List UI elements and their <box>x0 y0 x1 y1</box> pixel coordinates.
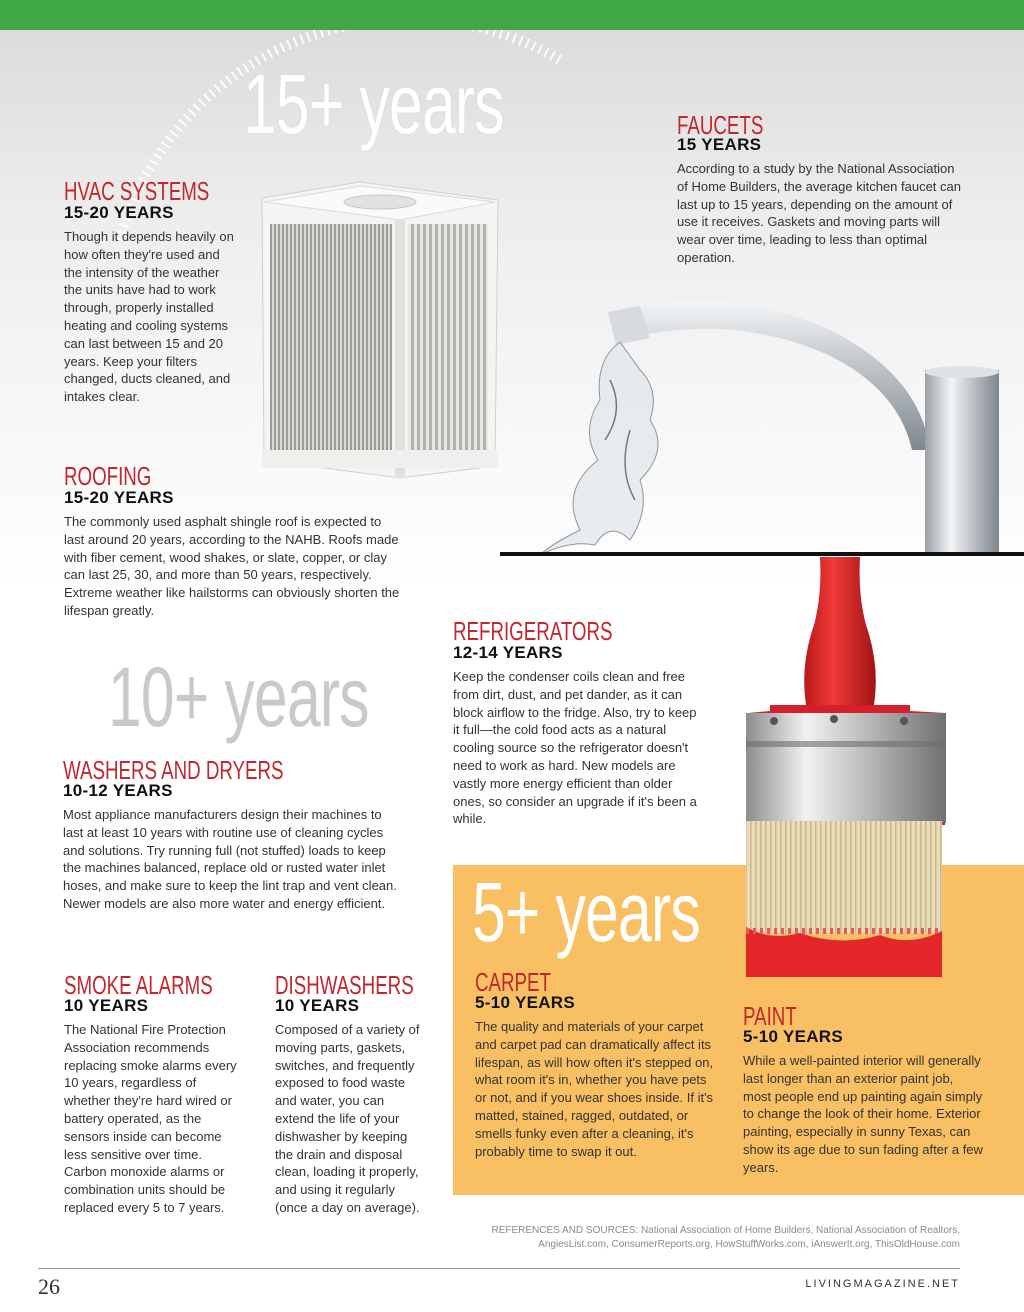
air-conditioner-image <box>240 180 510 480</box>
header-15-years: 15+ years <box>243 57 504 151</box>
washers-years: 10-12 YEARS <box>63 781 173 800</box>
paintbrush-image <box>740 555 950 985</box>
roofing-body: The commonly used asphalt shingle roof is expected to last around 20 years, according to the NAHB. Roofs made with fiber cement, wood shakes, or slate, copper, or clay can last 25, 30, and more than 50 years, respectively. Extreme weather like hailstorms can obviously shorten the lifespan greatly. <box>64 514 400 618</box>
washers-title: WASHERS AND DRYERS <box>63 755 284 785</box>
faucets-title: FAUCETS <box>677 110 764 140</box>
hvac-title: HVAC SYSTEMS <box>64 176 210 206</box>
header-5-years: 5+ years <box>472 865 700 959</box>
paint-body: While a well-painted interior will generally last longer than an exterior paint job, most people end up painting again simply to change the look of their home. Exterior painting, especially in sunny Texas, can show its age due to sun fading after a few years. <box>743 1053 983 1175</box>
header-10-years: 10+ years <box>108 650 369 744</box>
paint-title: PAINT <box>743 1001 797 1031</box>
dishwashers-title: DISHWASHERS <box>275 970 414 1000</box>
hvac-years: 15-20 YEARS <box>64 203 174 222</box>
carpet-title: CARPET <box>475 967 551 997</box>
smoke-years: 10 YEARS <box>64 996 149 1015</box>
site-name[interactable]: LIVINGMAGAZINE.NET <box>805 1278 960 1290</box>
top-accent-bar <box>0 0 1024 30</box>
dishwashers-years: 10 YEARS <box>275 996 360 1015</box>
carpet-body: The quality and materials of your carpet and carpet pad can dramatically affect its lifespan, as will how often it's stepped on, what room it's in, whether you have pets or not, and if you wear shoes inside. If it's matted, stained, ragged, outdated, or smells funky even after a cleaning, it's probably time to swap it out. <box>475 1019 714 1159</box>
refrigerators-title: REFRIGERATORS <box>453 616 613 646</box>
paint-years: 5-10 YEARS <box>743 1027 844 1046</box>
smoke-title: SMOKE ALARMS <box>64 970 213 1000</box>
page-number: 26 <box>38 1274 60 1299</box>
roofing-years: 15-20 YEARS <box>64 488 174 507</box>
faucet-image <box>500 290 1024 570</box>
refrigerators-body: Keep the condenser coils clean and free from dirt, dust, and pet dander, as it can block airflow to the fridge. Also, try to keep it full—the cold food acts as a natural cooling source so the refrigerator doesn't need to work as hard. New models are vastly more energy efficient than older ones, so consider an upgrade if it's been a while. <box>453 669 697 827</box>
faucets-years: 15 YEARS <box>677 135 762 154</box>
refrigerators-years: 12-14 YEARS <box>453 643 563 662</box>
faucets-body: According to a study by the National Association of Home Builders, the average kitchen faucet can last up to 15 years, depending on the amount of use it receives. Gaskets and moving parts will wear over time, leading to less than optimal operation. <box>677 161 961 265</box>
washers-body: Most appliance manufacturers design their machines to last at least 10 years with routine use of cleaning cycles and solutions. Try running full (not stuffed) loads to keep the machines balanced, replace old or rusted water inlet hoses, and make sure to keep the lint trap and vent clean. Newer models are also more water and energy efficient. <box>63 807 397 911</box>
footer-divider <box>38 1268 960 1269</box>
roofing-title: ROOFING <box>64 461 152 491</box>
references: REFERENCES AND SOURCES: National Association of Home Builders, National Association of Realtors, AngiesList.com, ConsumerReports.org, HowStuffWorks.com, iAnswerIt.org, ThisOldHouse.com <box>491 1225 960 1250</box>
carpet-years: 5-10 YEARS <box>475 993 576 1012</box>
dishwashers-body: Composed of a variety of moving parts, gaskets, switches, and frequently exposed to food waste and water, you can extend the life of your dishwasher by keeping the drain and disposal clean, loading it properly, and using it regularly (once a day on average). <box>275 1022 420 1215</box>
smoke-body: The National Fire Protection Association recommends replacing smoke alarms every 10 years, regardless of whether they're hard wired or battery operated, as the sensors inside can become less sensitive over time. Carbon monoxide alarms or combination units should be replaced every 5 to 7 years. <box>64 1022 237 1215</box>
hvac-body: Though it depends heavily on how often they're used and the intensity of the weather the units have had to work through, properly installed heating and cooling systems can last between 15 and 20 years. Keep your filters changed, ducts cleaned, and intakes clear. <box>64 229 234 405</box>
